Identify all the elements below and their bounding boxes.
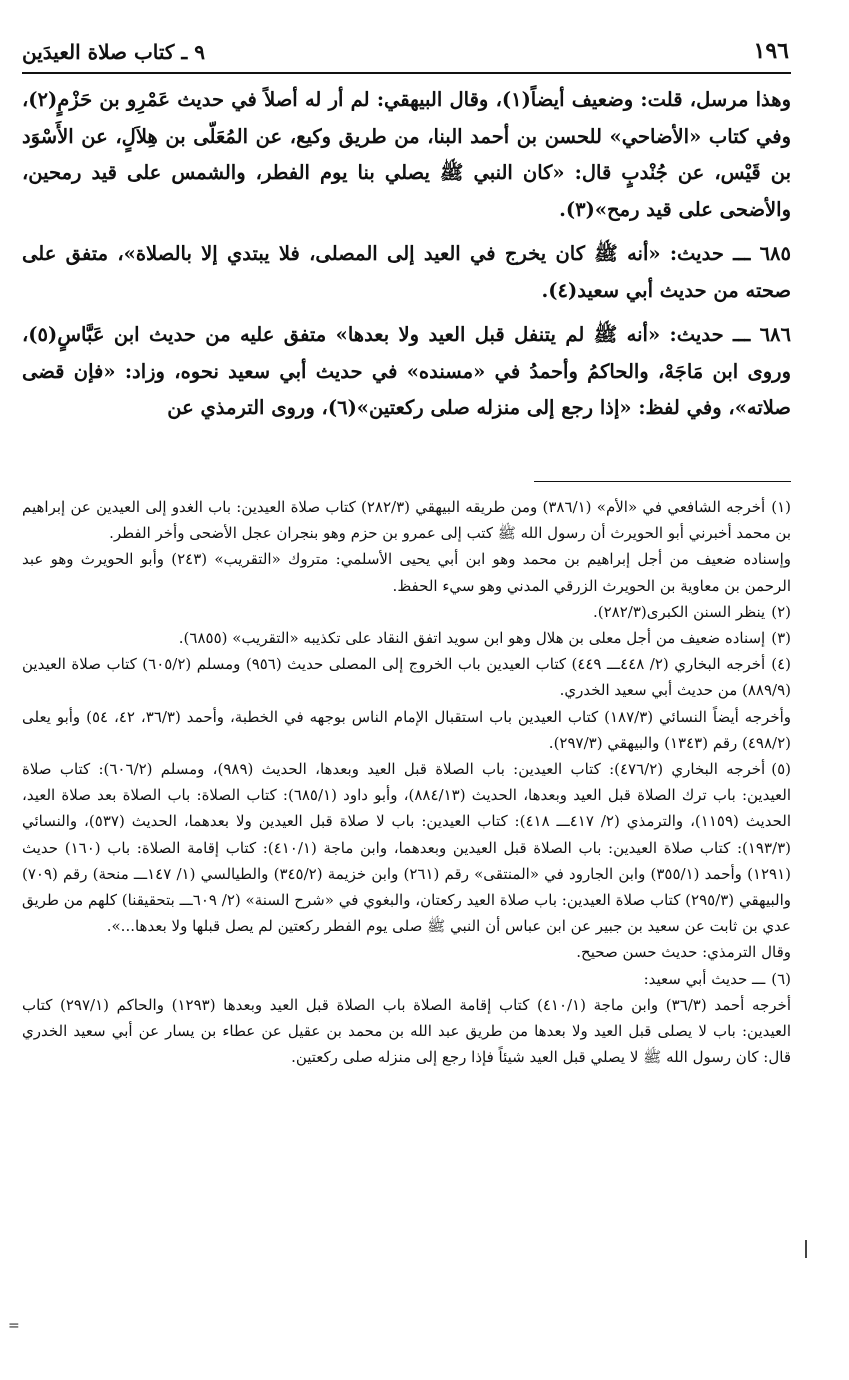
footnote-text: إسناده ضعيف من أجل معلى بن هلال وهو ابن سويد اتفق النقاد على تكذيبه «التقريب» (٦٨٥٥).	[178, 629, 766, 648]
footnote-6	[22, 966, 791, 1071]
footnote-continuation: وأخرجه أيضاً النسائي (١٨٧/٣) كتاب العيدين باب استقبال الإمام الناس بوجهه في الخطبة، وأحمد (٣٦/٣، ٤٢، ٥٤) وأبو يعلى (٤٩٨/٢) رقم (١٣٤٣) والبيهقي (٢٩٧/٣).	[22, 707, 792, 752]
footnote-separator	[534, 481, 791, 482]
footnotes	[22, 494, 791, 1070]
scan-margin-mark	[805, 1240, 807, 1258]
footnote-text: ـــ حديث أبي سعيد:	[643, 969, 766, 988]
footnote-number: (٣)	[771, 629, 791, 648]
main-text	[22, 82, 791, 433]
footnote-text: أخرجه الشافعي في «الأم» (٣٨٦/١) ومن طريقه البيهقي (٢٨٢/٣) كتاب صلاة العيدين: باب الغدو إلى العيدين عن إبراهيم بن محمد أخبرني أبو الحويرث أن رسول الله ﷺ كتب إلى عمرو بن حزم وهو بنجران عجل الأضحى وأخر الفطر.	[22, 498, 791, 543]
scan-margin-mark-2: =	[8, 1318, 20, 1334]
running-header	[22, 38, 789, 68]
footnote-3	[22, 625, 791, 651]
footnote-5	[22, 756, 791, 966]
hadith-685: ٦٨٥ ـــ حديث: «أنه ﷺ كان يخرج في العيد إلى المصلى، فلا يبتدي إلا بالصلاة»، متفق على صحته من حديث أبي سعيد(٤).	[22, 242, 791, 302]
footnote-text: أخرجه البخاري (٢/ ٤٤٨ـــ ٤٤٩) كتاب العيدين باب الخروج إلى المصلى حديث (٩٥٦) ومسلم (٦٠٥/٢) كتاب صلاة العيدين (٨٨٩/٩) من حديث أبي سعيد الخدري.	[22, 655, 791, 700]
footnote-number: (٤)	[771, 655, 792, 674]
footnote-continuation: أخرجه أحمد (٣٦/٣) وابن ماجة (٤١٠/١) كتاب إقامة الصلاة باب الصلاة قبل العيد وبعدها (١٢٩٣) والحاكم (٢٩٧/١) كتاب العيدين: باب لا يصلى قبل العيد ولا بعدها من طريق عبد الله بن محمد بن عقيل عن عطاء بن يسار عن أبي سعيد الخدري قال: كان رسول الله ﷺ لا يصلي قبل العيد شيئاً فإذا رجع إلى منزله صلى ركعتين.	[22, 995, 792, 1067]
header-rule	[22, 72, 791, 74]
footnote-1	[22, 494, 791, 599]
footnote-continuation: وقال الترمذي: حديث حسن صحيح.	[576, 943, 791, 962]
main-paragraph: وهذا مرسل، قلت: وضعيف أيضاً(١)، وقال البيهقي: لم أر له أصلاً في حديث عَمْرِو بن حَزْمٍ(٢)، وفي كتاب «الأضاحي» للحسن بن أحمد البنا، من طريق وكيع، عن المُعَلّى بن هِلاَلٍ، عن الأَسْوَد بن قَيْس، عن جُنْدبٍ قال: «كان النبي ﷺ يصلي بنا يوم الفطر، والشمس على قيد رمحين، والأضحى على قيد رمح»(٣).	[22, 88, 791, 221]
footnote-text: أخرجه البخاري (٤٧٦/٢): كتاب العيدين: باب الصلاة قبل العيد وبعدها، الحديث (٩٨٩)، ومسلم (٦٠٦/٢): كتاب صلاة العيدين: باب ترك الصلاة قبل العيد وبعدها، الحديث (٨٨٤/١٣)، وأبو داود (٦٨٥/١): كتاب الصلاة: باب الصلاة بعد صلاة العيد، الحديث (١١٥٩)، والترمذي (٢/ ٤١٧ـــ ٤١٨): كتاب العيدين: باب لا صلاة قبل العيدين ولا بعدهما، الحديث (٥٣٧)، والنسائي (١٩٣/٣): كتاب صلاة العيدين: باب الصلاة قبل العيدين وبعدهما، وابن ماجة (٤١٠/١): كتاب إقامة الصلاة: باب (١٦٠) حديث (١٢٩١) وأحمد (٣٥٥/١) وابن الجارود في «المنتقى» رقم (٢٦١) وابن خزيمة (٣٤٥/٢) والطيالسي (١/ ١٤٧ـــ منحة) رقم (٧٠٩) والبيهقي (٢٩٥/٣) كتاب صلاة العيدين: باب صلاة العيد ركعتان، والبغوي في «شرح السنة» (٢/ ٦٠٩ـــ بتحقيقنا) كلهم من طريق عدي بن ثابت عن سعيد بن جبير عن ابن عباس أن النبي ﷺ صلى يوم الفطر ركعتين لم يصل قبلها ولا بعدها...».	[22, 760, 792, 936]
hadith-686: ٦٨٦ ـــ حديث: «أنه ﷺ لم يتنفل قبل العيد ولا بعدها» متفق عليه من حديث ابن عَبَّاسٍ(٥)، وروى ابن مَاجَهْ، والحاكمُ وأحمدُ في «مسنده» في حديث أبي سعيد نحوه، وزاد: «فإن قضى صلاته»، وفي لفظ: «إذا رجع إلى منزله صلى ركعتين»(٦)، وروى الترمذي عن	[22, 323, 791, 419]
chapter-title: ٩ ـ كتاب صلاة العيدَين	[22, 40, 205, 64]
footnote-number: (٢)	[771, 602, 791, 621]
footnote-4	[22, 651, 791, 756]
footnote-text: ينظر السنن الكبرى(٢٨٢/٣).	[593, 602, 766, 621]
footnote-2	[22, 599, 791, 625]
footnote-number: (١)	[771, 498, 791, 516]
footnote-continuation: وإسناده ضعيف من أجل إبراهيم بن محمد وهو ابن أبي يحيى الأسلمي: متروك «التقريب» (٢٤٣) وأبو الحويرث وهو عبد الرحمن بن معاوية بن الحويرث الزرقي المدني وهو سيء الحفظ.	[22, 550, 791, 595]
page-number: ١٩٦	[753, 38, 789, 64]
footnote-number: (٦)	[771, 969, 791, 988]
footnote-number: (٥)	[771, 760, 791, 779]
